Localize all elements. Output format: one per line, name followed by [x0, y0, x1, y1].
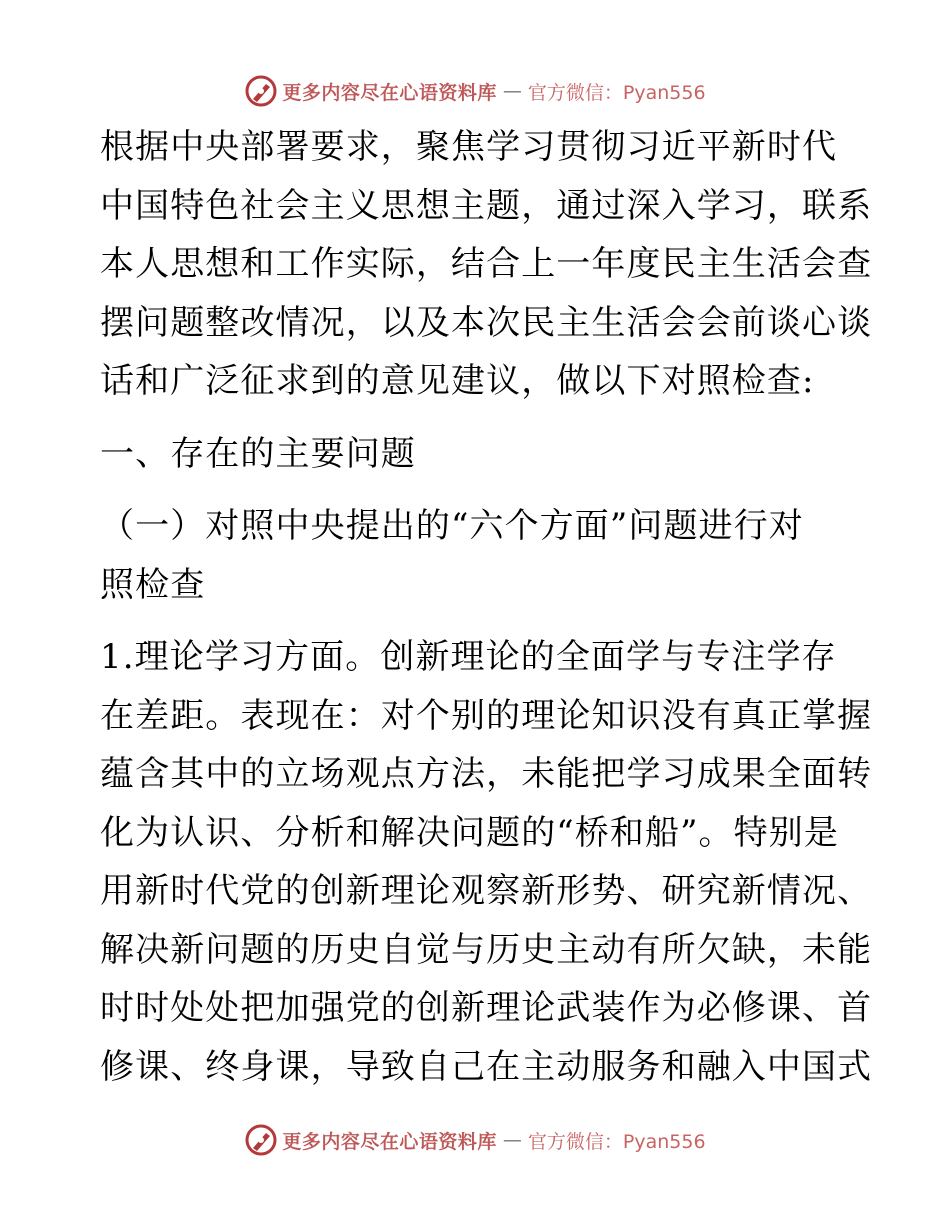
text-line: 话和广泛征求到的意见建议，做以下对照检查: [100, 361, 815, 401]
watermark-right-text: 官方微信：Pyan556 [527, 1130, 706, 1153]
text-line: 解决新问题的历史自觉与历史主动有所欠缺，未能 [100, 929, 873, 970]
text-line: （一）对照中央提出的“六个方面”问题进行对 [100, 506, 804, 546]
intro-paragraph [100, 118, 873, 411]
text-line: 化为认识、分析和解决问题的“桥和船”。特别是 [100, 812, 839, 853]
text-line: 用新时代党的创新理论观察新形势、研究新情况、 [100, 871, 873, 911]
text-line: 摆问题整改情况，以及本次民主生活会会前谈心谈 [100, 302, 873, 343]
text-line: 修课、终身课，导致自己在主动服务和融入中国式 [100, 1046, 873, 1087]
document-body [100, 118, 873, 1096]
text-line: 1.理论学习方面。创新理论的全面学与专注学存 [100, 637, 837, 677]
watermark-right-text: 官方微信：Pyan556 [527, 81, 706, 104]
text-line: 照检查 [100, 564, 206, 605]
text-line: 中国特色社会主义思想主题，通过深入学习，联系 [100, 185, 873, 226]
footer-watermark [0, 1120, 950, 1160]
text-line: 本人思想和工作实际，结合上一年度民主生活会查 [100, 244, 873, 284]
text-line: 蕴含其中的立场观点方法，未能把学习成果全面转 [100, 754, 873, 794]
watermark-left-text: 更多内容尽在心语资料库 [282, 1130, 497, 1153]
pen-logo-icon [244, 74, 278, 108]
section-heading: 一、存在的主要问题 [100, 433, 416, 474]
watermark-left-text: 更多内容尽在心语资料库 [282, 81, 497, 104]
text-line: 时时处处把加强党的创新理论武装作为必修课、首 [100, 988, 873, 1028]
text-line: 根据中央部署要求，聚焦学习贯彻习近平新时代 [100, 127, 838, 167]
pen-logo-icon [244, 1123, 278, 1157]
subsection-heading [100, 497, 855, 614]
header-watermark [0, 71, 950, 111]
watermark-separator: — [502, 80, 522, 102]
item-paragraph [100, 628, 873, 1096]
text-line: 在差距。表现在：对个别的理论知识没有真正掌握 [100, 695, 873, 736]
watermark-separator: — [502, 1129, 522, 1151]
